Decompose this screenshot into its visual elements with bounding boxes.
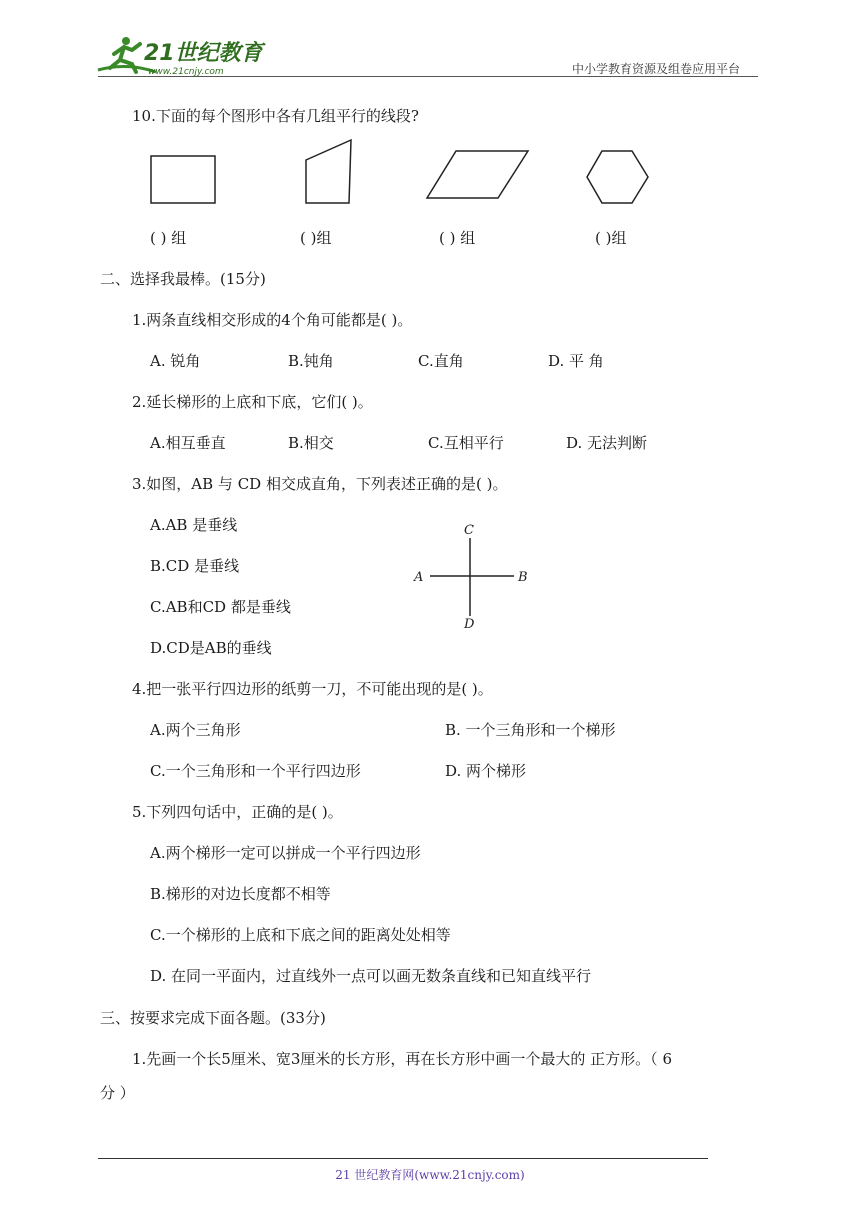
s2-q2-option-a[interactable]: A.相互垂直 — [150, 434, 226, 452]
parallelogram-shape — [426, 150, 530, 200]
s2-q1-option-c[interactable]: C.直角 — [418, 352, 464, 370]
q10-answer-3[interactable]: ( ) 组 — [439, 229, 476, 247]
s2-q4-option-d[interactable]: D. 两个梯形 — [445, 762, 527, 780]
s2-q3-option-b[interactable]: B.CD 是垂线 — [150, 557, 240, 575]
label-d: D — [464, 617, 475, 632]
s2-q1-option-d[interactable]: D. 平 角 — [548, 352, 604, 370]
q10-stem: 10.下面的每个图形中各有几组平行的线段? — [132, 107, 419, 125]
perpendicular-lines-figure — [408, 518, 538, 632]
s2-q2-option-c[interactable]: C.互相平行 — [428, 434, 504, 452]
section2-title: 二、选择我最棒。(15分) — [100, 270, 266, 288]
s3-q1-line2: 分 ） — [100, 1084, 135, 1102]
q10-answer-1[interactable]: ( ) 组 — [150, 229, 187, 247]
s2-q1-option-a[interactable]: A. 锐角 — [150, 352, 201, 370]
s2-q5-option-c[interactable]: C.一个梯形的上底和下底之间的距离处处相等 — [150, 926, 451, 944]
rectangle-shape — [150, 155, 216, 205]
s3-q1-line1: 1.先画一个长5厘米、宽3厘米的长方形，再在长方形中画一个最大的 正方形。（ 6 — [132, 1050, 672, 1068]
s2-q4-option-a[interactable]: A.两个三角形 — [150, 721, 241, 739]
hexagon-shape — [586, 150, 650, 204]
s2-q1-stem: 1.两条直线相交形成的4个角可能都是( )。 — [132, 311, 413, 329]
s2-q4-option-c[interactable]: C.一个三角形和一个平行四边形 — [150, 762, 361, 780]
s2-q5-option-b[interactable]: B.梯形的对边长度都不相等 — [150, 885, 331, 903]
label-a: A — [414, 570, 424, 585]
footer-text[interactable]: 21 世纪教育网(www.21cnjy.com) — [335, 1168, 525, 1182]
s2-q3-option-a[interactable]: A.AB 是垂线 — [150, 516, 238, 534]
header-divider — [98, 76, 758, 77]
s2-q2-option-d[interactable]: D. 无法判断 — [566, 434, 648, 452]
platform-name: 中小学教育资源及组卷应用平台 — [572, 62, 741, 76]
s2-q5-option-d[interactable]: D. 在同一平面内，过直线外一点可以画无数条直线和已知直线平行 — [150, 967, 592, 985]
section3-title: 三、按要求完成下面各题。(33分) — [100, 1009, 326, 1027]
s2-q2-option-b[interactable]: B.相交 — [288, 434, 334, 452]
s2-q1-option-b[interactable]: B.钝角 — [288, 352, 334, 370]
s2-q2-stem: 2.延长梯形的上底和下底，它们( )。 — [132, 393, 373, 411]
s2-q3-stem: 3.如图，AB 与 CD 相交成直角，下列表述正确的是( )。 — [132, 475, 508, 493]
s2-q4-stem: 4.把一张平行四边形的纸剪一刀，不可能出现的是( )。 — [132, 680, 493, 698]
footer-divider — [98, 1158, 708, 1159]
s2-q3-option-d[interactable]: D.CD是AB的垂线 — [150, 639, 272, 657]
logo-subtext: www.21cnjy.com — [148, 67, 224, 77]
s2-q4-option-b[interactable]: B. 一个三角形和一个梯形 — [445, 721, 616, 739]
s2-q3-option-c[interactable]: C.AB和CD 都是垂线 — [150, 598, 291, 616]
label-b: B — [518, 570, 528, 585]
site-logo — [96, 32, 266, 78]
logo-text: 21世纪教育 — [144, 41, 263, 66]
q10-answer-2[interactable]: ( )组 — [300, 229, 332, 247]
q10-answer-4[interactable]: ( )组 — [595, 229, 627, 247]
s2-q5-stem: 5.下列四句话中，正确的是( )。 — [132, 803, 343, 821]
trapezoid-shape — [305, 139, 353, 205]
label-c: C — [464, 523, 474, 538]
s2-q5-option-a[interactable]: A.两个梯形一定可以拼成一个平行四边形 — [150, 844, 421, 862]
